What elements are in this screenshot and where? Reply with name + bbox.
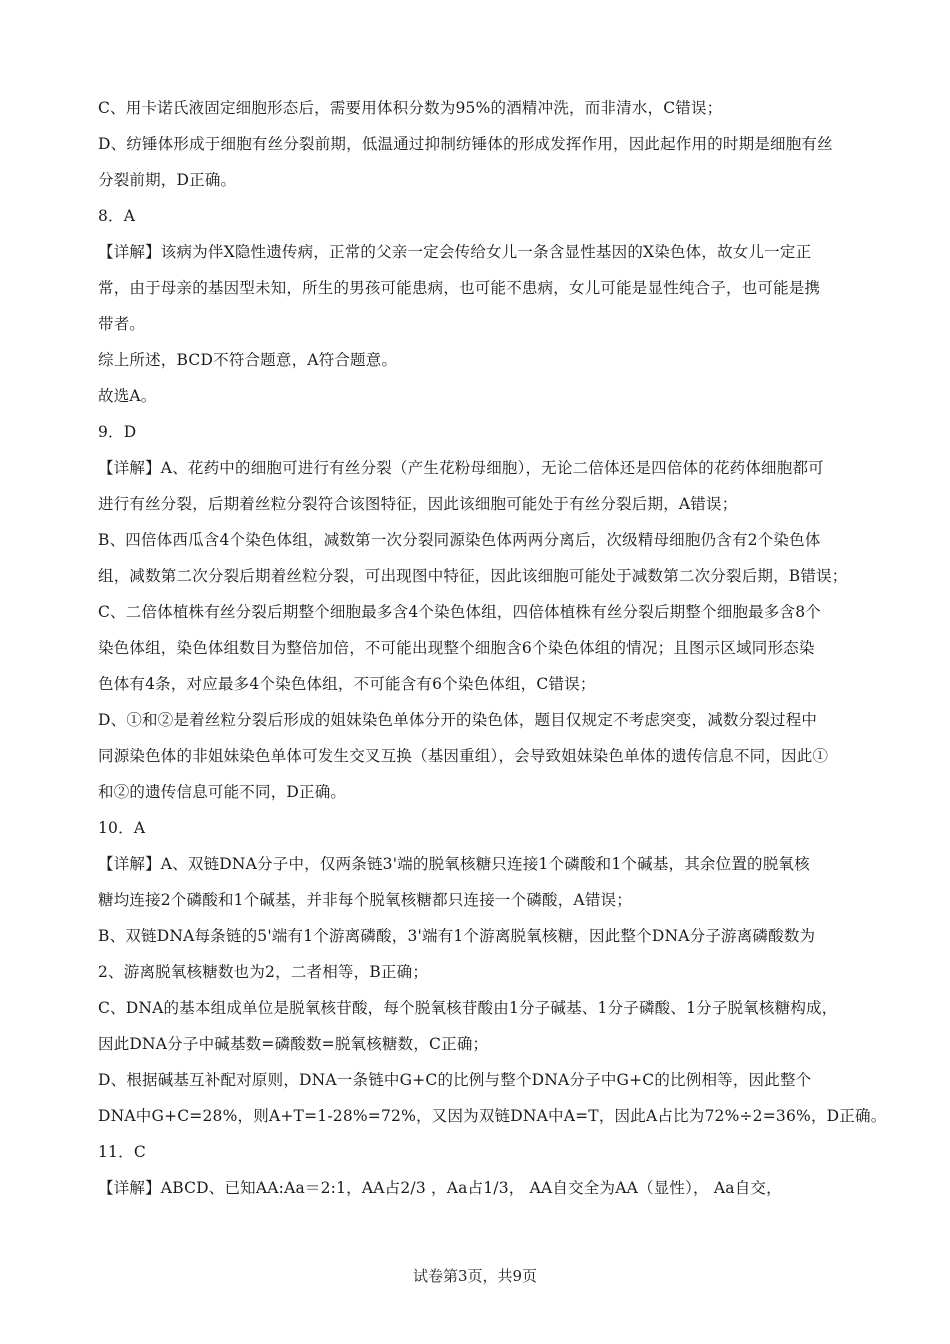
text-line: D、根据碱基互补配对原则，DNA一条链中G+C的比例与整个DNA分子中G+C的比例相等，因此整个 — [98, 1071, 812, 1089]
text-line: C、二倍体植株有丝分裂后期整个细胞最多含4个染色体组，四倍体植株有丝分裂后期整个细胞最多含8个 — [98, 603, 821, 621]
text-line: 综上所述，BCD不符合题意，A符合题意。 — [98, 351, 398, 369]
text-line: 同源染色体的非姐妹染色单体可发生交叉互换（基因重组），会导致姐妹染色单体的遗传信息不同，因此① — [98, 747, 829, 765]
text-line: 进行有丝分裂，后期着丝粒分裂符合该图特征，因此该细胞可能处于有丝分裂后期，A错误； — [98, 495, 738, 513]
text-line: 色体有4条，对应最多4个染色体组，不可能含有6个染色体组，C错误； — [98, 675, 596, 693]
answer-content — [98, 90, 887, 1206]
text-line: 【详解】该病为伴X隐性遗传病，正常的父亲一定会传给女儿一条含显性基因的X染色体，故女儿一定正 — [98, 243, 812, 261]
answer-number-10: 10．A — [98, 819, 146, 837]
text-line: B、双链DNA每条链的5'端有1个游离磷酸，3'端有1个游离脱氧核糖，因此整个DNA分子游离磷酸数为 — [98, 927, 816, 945]
text-line: 故选A。 — [98, 387, 157, 405]
answer-number-11: 11．C — [98, 1143, 146, 1161]
text-line: 【详解】A、花药中的细胞可进行有丝分裂（产生花粉母细胞），无论二倍体还是四倍体的花药体细胞都可 — [98, 459, 824, 477]
text-line: C、用卡诺氏液固定细胞形态后，需要用体积分数为95%的酒精冲洗，而非清水，C错误； — [98, 99, 723, 117]
text-line: 【详解】A、双链DNA分子中，仅两条链3'端的脱氧核糖只连接1个磷酸和1个碱基，其余位置的脱氧核 — [98, 855, 810, 873]
text-line: 因此DNA分子中碱基数=磷酸数=脱氧核糖数，C正确； — [98, 1035, 489, 1053]
text-line: D、①和②是着丝粒分裂后形成的姐妹染色单体分开的染色体，题目仅规定不考虑突变，减数分裂过程中 — [98, 711, 818, 729]
text-line: 【详解】ABCD、已知AA:Aa＝2:1，AA占2/3 ，Aa占1/3， AA自交全为AA（显性）， Aa自交， — [98, 1179, 782, 1197]
answer-number-8: 8．A — [98, 207, 136, 225]
text-line: 和②的遗传信息可能不同，D正确。 — [98, 783, 347, 801]
text-line: 组，减数第二次分裂后期着丝粒分裂，可出现图中特征，因此该细胞可能处于减数第二次分裂后期，B错误； — [98, 567, 848, 585]
page-footer: 试卷第3页，共9页 — [412, 1267, 538, 1285]
text-line: 分裂前期，D正确。 — [98, 171, 237, 189]
text-line: 带者。 — [98, 315, 146, 333]
text-line: 染色体组，染色体组数目为整倍加倍，不可能出现整个细胞含6个染色体组的情况；且图示区域同形态染 — [98, 639, 815, 657]
text-line: DNA中G+C=28%，则A+T=1-28%=72%，又因为双链DNA中A=T，因此A占比为72%÷2=36%，D正确。 — [98, 1107, 887, 1125]
text-line: D、纺锤体形成于细胞有丝分裂前期，低温通过抑制纺锤体的形成发挥作用，因此起作用的时期是细胞有丝 — [98, 135, 833, 153]
text-line: C、DNA的基本组成单位是脱氧核苷酸，每个脱氧核苷酸由1分子碱基、1分子磷酸、1分子脱氧核糖构成， — [98, 999, 838, 1017]
text-line: 糖均连接2个磷酸和1个碱基，并非每个脱氧核糖都只连接一个磷酸，A错误； — [98, 891, 632, 909]
text-line: 常，由于母亲的基因型未知，所生的男孩可能患病，也可能不患病，女儿可能是显性纯合子，也可能是携 — [98, 279, 821, 297]
text-line: B、四倍体西瓜含4个染色体组，减数第一次分裂同源染色体两两分离后，次级精母细胞仍含有2个染色体 — [98, 531, 821, 549]
answer-number-9: 9．D — [98, 423, 137, 441]
text-line: 2、游离脱氧核糖数也为2，二者相等，B正确； — [98, 963, 429, 981]
